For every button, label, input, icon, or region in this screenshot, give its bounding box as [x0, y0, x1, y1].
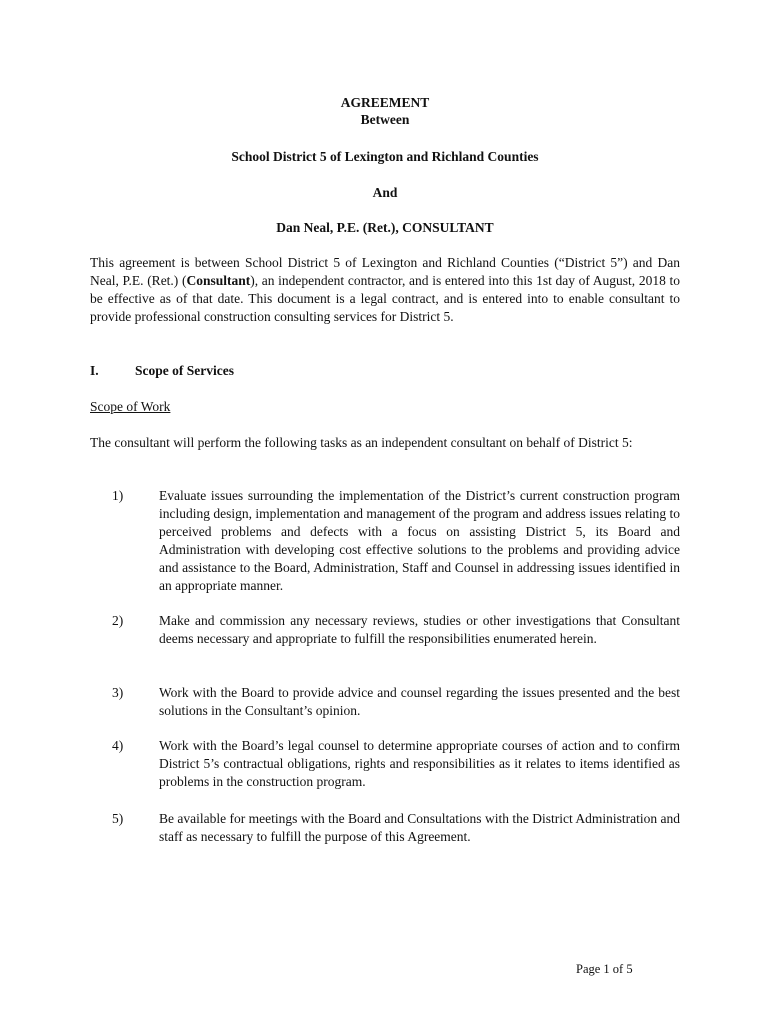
title-between: Between: [360, 112, 410, 127]
section-title: Scope of Services: [135, 363, 234, 378]
intro-consultant-bold: Consultant: [186, 273, 251, 288]
list-item-text: Be available for meetings with the Board and Consultations with the District Administration and staff as necessary to fulfill the purpose of this Agreement.: [159, 811, 680, 844]
intro-text-part2: ), an independent contractor, and is entered into this 1st day of August, 2018 to be effective as of that date. This document is a legal contract, and is entered into to enable consultant to provide professional construction consulting services for District 5.: [90, 273, 680, 324]
list-item-number: 2): [112, 613, 124, 628]
list-item-text: Evaluate issues surrounding the implementation of the District’s current construction program including design, implementation and management of the program and address issues relating to perceived problems and defects with a focus on assisting District 5, its Board and Administration with developing cost effective solutions to the problems and providing advice and assistance to the Board, Administration, Staff and Counsel in addressing issues identified in an appropriate manner.: [159, 488, 680, 593]
list-item-text: Make and commission any necessary reviews, studies or other investigations that Consultant deems necessary and appropriate to fulfill the responsibilities enumerated herein.: [159, 613, 680, 646]
lead-paragraph: The consultant will perform the following tasks as an independent consultant on behalf of District 5:: [90, 435, 633, 450]
title-and: And: [372, 185, 398, 200]
list-item-number: 3): [112, 685, 124, 700]
list-item-text: Work with the Board to provide advice and counsel regarding the issues presented and the best solutions in the Consultant’s opinion.: [159, 685, 680, 718]
title-party-two: Dan Neal, P.E. (Ret.), CONSULTANT: [276, 220, 494, 235]
list-item-number: 5): [112, 811, 124, 826]
intro-text-part1: This agreement is between School District 5 of Lexington and Richland Counties (“District 5”) and Dan Neal, P.E. (Ret.) (: [90, 255, 680, 288]
section-heading: [90, 362, 234, 380]
page-number: Page 1 of 5: [576, 962, 633, 976]
section-number: I.: [90, 363, 99, 378]
title-block: [0, 94, 770, 128]
intro-paragraph: [90, 254, 680, 326]
list-item-number: 4): [112, 738, 124, 753]
title-agreement: AGREEMENT: [340, 95, 430, 110]
title-party-one: School District 5 of Lexington and Richland Counties: [231, 149, 539, 164]
subheading-scope-of-work: Scope of Work: [90, 399, 171, 414]
list-item-number: 1): [112, 488, 124, 503]
list-item-text: Work with the Board’s legal counsel to determine appropriate courses of action and to confirm District 5’s contractual obligations, rights and responsibilities as it relates to items identified as problems in the construction program.: [159, 738, 680, 789]
